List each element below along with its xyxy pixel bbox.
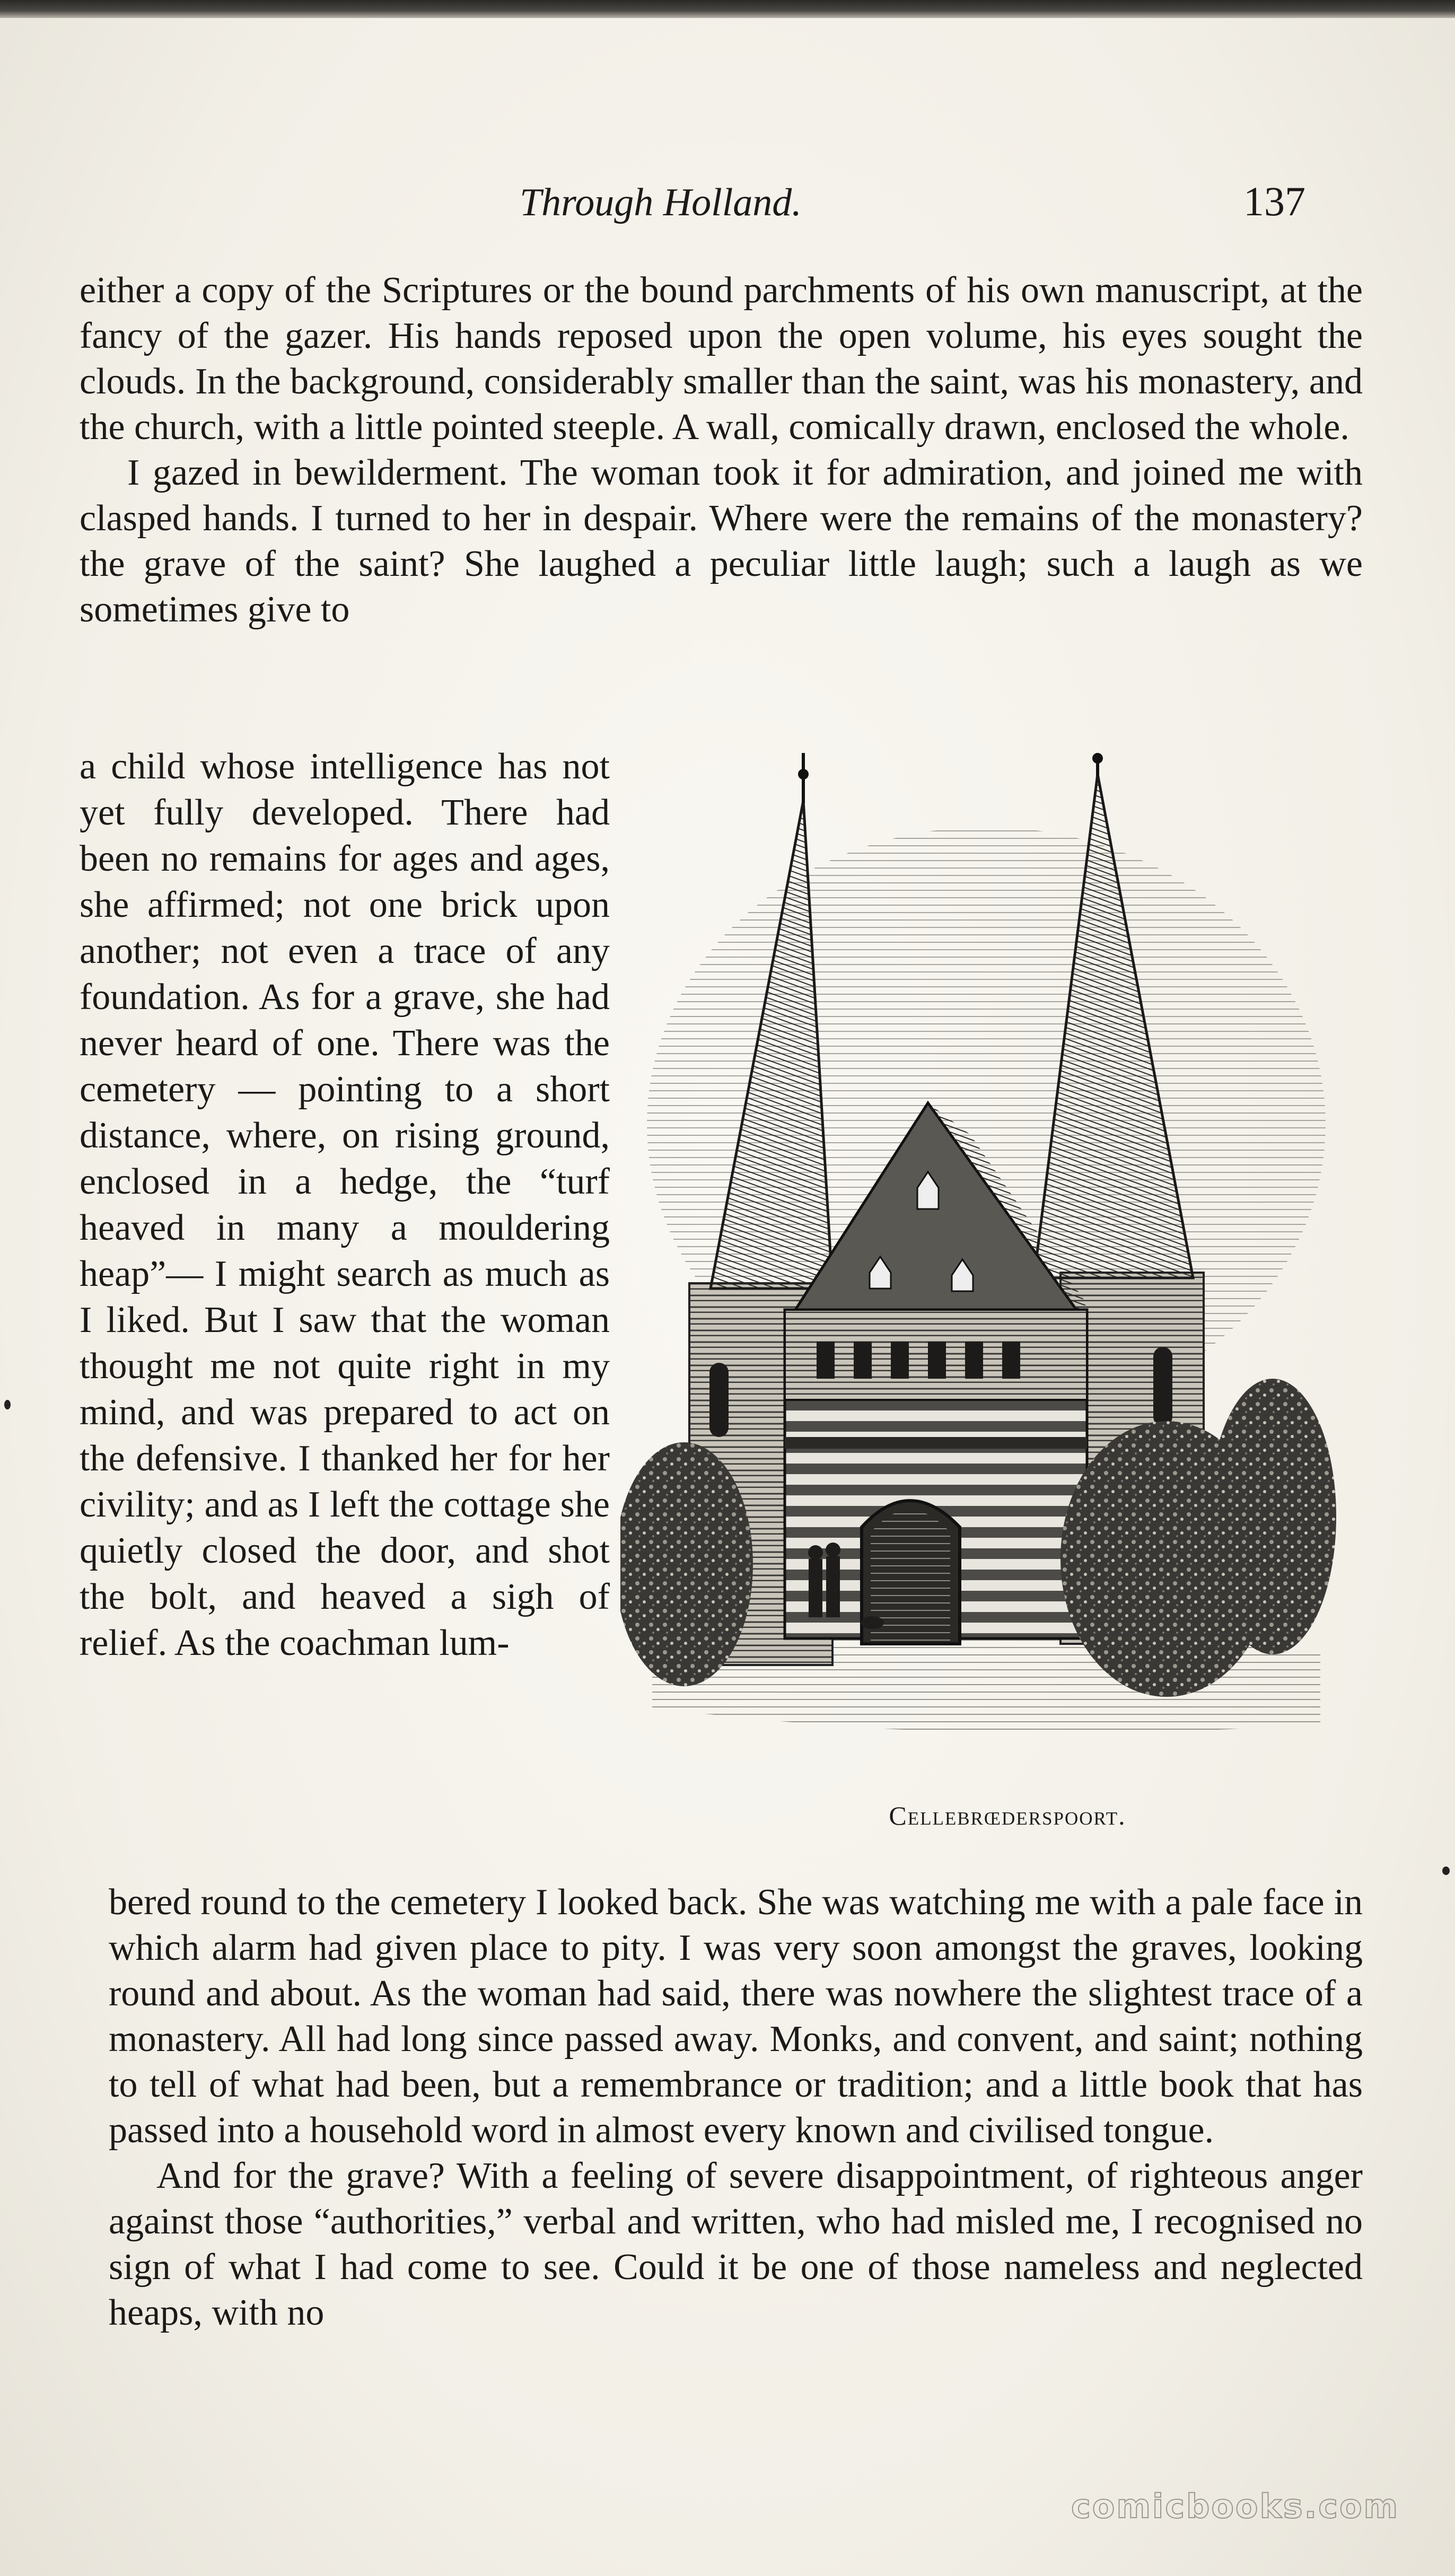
paragraph: bered round to the cemetery I looked back. She was watching me with a pale face in which alarm had given place to pity. I was very soon amongst the graves, looking round and about. As the woman had said, there was nowhere the slightest trace of a monastery. All had long since passed away. Monks, and convent, and saint; nothing to tell of what had been, but a remembrance or tradition; and a little book that has passed into a household word in almost every known and civilised tongue. xyxy=(109,1882,1363,2151)
paragraph: either a copy of the Scriptures or the bound parchments of his own manuscript, at the fancy of the gazer. His hands reposed upon the open volume, his eyes sought the clouds. In the background, considerably smaller than the saint, was his monastery, and the church, with a little pointed steeple. A wall, comically drawn, enclosed the whole. xyxy=(80,270,1363,448)
paragraph: I gazed in bewilderment. The woman took it for admiration, and joined me with clasped hands. I turned to her in despair. Where were the remains of the monastery? the grave of the saint? She laughed a peculiar little laugh; such a laugh as we sometimes give to xyxy=(80,452,1363,630)
scan-speck xyxy=(1442,1867,1450,1875)
watermark: comicbooks.com xyxy=(1071,2487,1400,2526)
text-block-top xyxy=(80,268,1363,633)
scan-speck xyxy=(4,1400,11,1409)
text-block-bottom xyxy=(109,1880,1363,2336)
running-title: Through Holland. xyxy=(520,181,802,224)
paragraph: And for the grave? With a feeling of severe disappointment, of righteous anger against those “authorities,” verbal and written, who had misled me, I recognised no sign of what I had come to see. Could it be one of those nameless and neglected heaps, with no xyxy=(109,2156,1363,2333)
page-number: 137 xyxy=(1243,178,1305,224)
gate-engraving xyxy=(620,753,1342,1803)
paragraph: a child whose intelligence has not yet fully developed. There had been no remains for ages and ages, she affirmed; not one brick upon another; not even a trace of any foundation. As for a grave, she had never heard of one. There was the cemetery — pointing to a short distance, where, on rising ground, enclosed in a hedge, the “turf heaved in many a mouldering heap”— I might search as much as I liked. But I saw that the woman thought me not quite right in my mind, and was prepared to act on the defensive. I thanked her for her civility; and as I left the cottage she quietly closed the door, and shot the bolt, and heaved a sigh of relief. As the coachman lum- xyxy=(80,746,610,1663)
figure-caption: Cellebrœderspoort. xyxy=(889,1801,1126,1830)
scan-top-edge xyxy=(0,0,1455,18)
text-wrap-column xyxy=(80,743,610,1666)
engraving-illustration xyxy=(620,753,1342,1803)
